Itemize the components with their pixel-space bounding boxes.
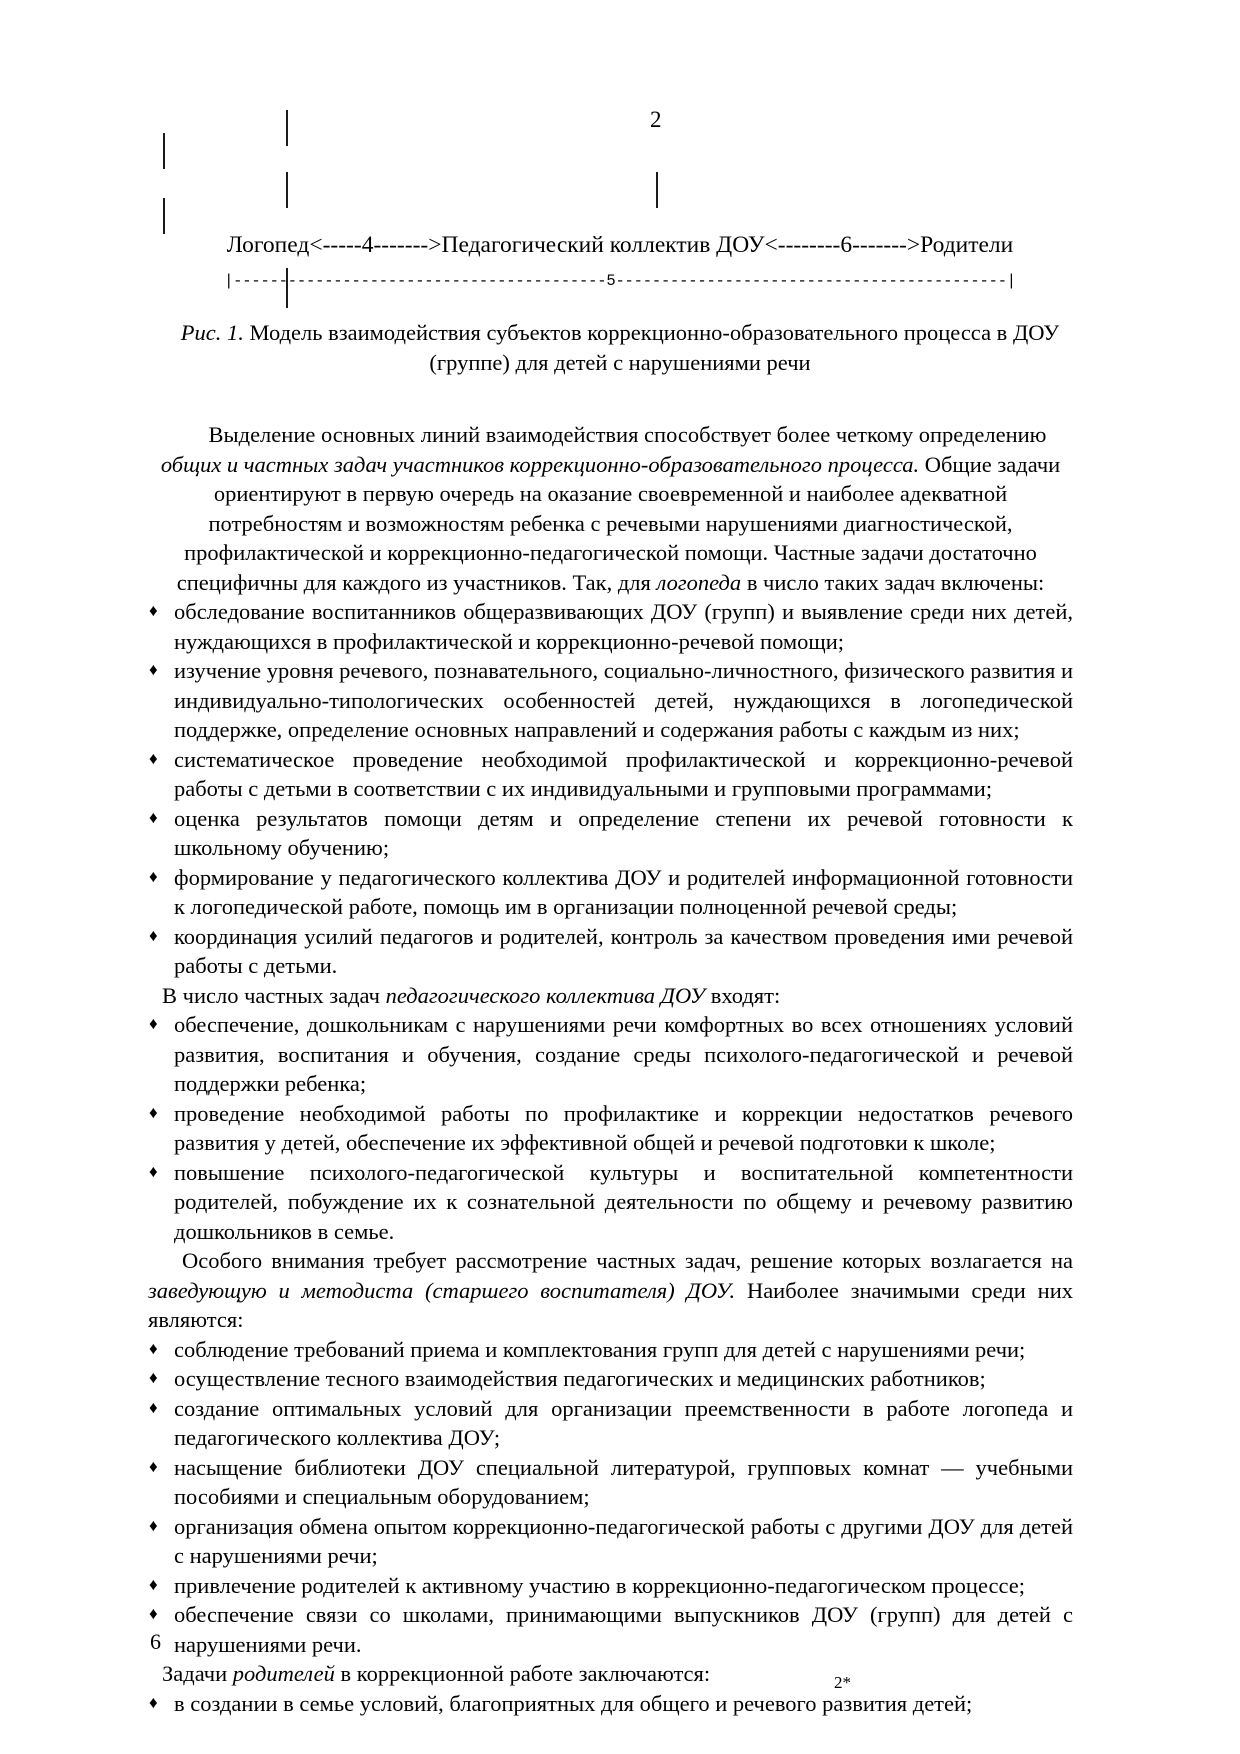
- diagram-vbar-3: [286, 172, 288, 208]
- lead-pedcollective-a: В число частных задач: [162, 982, 386, 1008]
- diagram-vbar-4: [656, 172, 658, 208]
- interaction-model-diagram: [0, 0, 1240, 315]
- diamond-bullet-icon: ♦: [149, 925, 158, 945]
- list-item: [148, 863, 1073, 922]
- list-admin-tasks: [148, 1335, 1073, 1660]
- list-item: [148, 1600, 1073, 1659]
- list-item: [148, 745, 1073, 804]
- figure-label: Рис. 1.: [180, 320, 244, 345]
- diamond-bullet-icon: ♦: [149, 1604, 158, 1623]
- list-item-text: повышение психолого-педагогической культуры и воспитательной компетентности родителей, побуждение их к сознательной деятельности по общему и речевому развитию дошкольников в семье.: [174, 1159, 1073, 1244]
- diamond-bullet-icon: ♦: [149, 1161, 158, 1181]
- list-item-text: формирование у педагогического коллектива ДОУ и родителей информационной готовности к логопедической работе, помощь им в организации полноценной речевой среды;: [174, 864, 1073, 919]
- list-item: [148, 1394, 1073, 1453]
- list-item: [148, 922, 1073, 981]
- signature-mark-right: 2*: [834, 1673, 851, 1692]
- list-item-text: создание оптимальных условий для организации преемственности в работе логопеда и педагогического коллектива ДОУ;: [174, 1395, 1073, 1450]
- list-item: [148, 1010, 1073, 1099]
- diamond-bullet-icon: ♦: [149, 1456, 158, 1476]
- list-item: [148, 1099, 1073, 1158]
- list-item-text: привлечение родителей к активному участию в коррекционно-педагогическом процессе;: [174, 1572, 1026, 1598]
- lead-pedcollective-b: входят:: [705, 982, 781, 1008]
- lead-parents-a: Задачи: [162, 1661, 233, 1686]
- list-item-text: в создании в семье условий, благоприятных для общего и речевого развития детей;: [174, 1690, 973, 1716]
- lead-pedcollective-italic: педагогического коллектива ДОУ: [385, 982, 706, 1008]
- list-parents-tasks: [148, 1689, 1073, 1719]
- diagram-link-label-2: 2: [650, 107, 662, 132]
- diamond-bullet-icon: ♦: [149, 1515, 158, 1535]
- intro-italic-1: общих и частных задач участников коррекционно-образовательного процесса.: [160, 451, 920, 477]
- list-item: [148, 1571, 1073, 1601]
- diamond-bullet-icon: ♦: [149, 601, 158, 620]
- list-item: [148, 1335, 1073, 1365]
- list-item: [148, 1453, 1073, 1512]
- list-item: [148, 1158, 1073, 1247]
- paragraph-lead-pedcollective: [148, 981, 1073, 1011]
- list-item-text: осуществление тесного взаимодействия педагогических и медицинских работников;: [174, 1366, 986, 1391]
- diagram-flow-line: Логопед<-----4------->Педагогический коллектив ДОУ<--------6------->Родители: [226, 232, 1014, 258]
- diamond-bullet-icon: ♦: [149, 1397, 158, 1417]
- paragraph-lead-admin: [148, 1246, 1073, 1335]
- lead-admin-a: Особого внимания требует рассмотрение частных задач, решение которых возлагается на: [182, 1248, 1073, 1273]
- diagram-vbar-1: [286, 110, 288, 146]
- diamond-bullet-icon: ♦: [149, 660, 158, 679]
- list-item: [148, 1689, 1073, 1719]
- body-text: [148, 420, 1073, 1718]
- intro-part-c: в число таких задач включены:: [741, 569, 1045, 595]
- diagram-bracket-line: |-----------------------------------------5-------------------------------------------|: [224, 272, 1016, 290]
- list-pedcollective-tasks: [148, 1010, 1073, 1246]
- list-item-text: обследование воспитанников общеразвивающих ДОУ (групп) и выявление среди них детей, нуждающихся в профилактической и коррекционно-речевой помощи;: [174, 599, 1073, 654]
- list-item: [148, 656, 1073, 745]
- intro-part-b: Общие задачи ориентируют в первую очередь на оказание своевременной и наиболее адекватной потребностям и возможностям ребенка с речевыми нарушениями диагностической, профилактической и коррекционно-педагогической помощи. Частные задачи достаточно специфичны для каждого из участников. Так, для: [176, 451, 1061, 595]
- diamond-bullet-icon: ♦: [149, 807, 158, 827]
- intro-part-a: Выделение основных линий взаимодействия способствует более четкому определению: [208, 422, 1047, 447]
- list-item: [148, 1364, 1073, 1394]
- list-item-text: обеспечение связи со школами, принимающими выпускников ДОУ (групп) для детей с нарушениями речи.: [174, 1602, 1073, 1657]
- list-item-text: насыщение библиотеки ДОУ специальной литературой, групповых комнат — учебными пособиями и специальным оборудованием;: [174, 1454, 1073, 1509]
- diamond-bullet-icon: ♦: [149, 1014, 158, 1033]
- list-item-text: соблюдение требований приема и комплектования групп для детей с нарушениями речи;: [174, 1336, 1026, 1362]
- list-item: [148, 597, 1073, 656]
- figure-caption-line1: Модель взаимодействия субъектов коррекционно-образовательного процесса в: [243, 320, 1008, 345]
- list-item-text: оценка результатов помощи детям и определение степени их речевой готовности к школьному обучению;: [174, 805, 1073, 860]
- list-item-text: систематическое проведение необходимой профилактической и коррекционно-речевой работы с детьми в соответствии с их индивидуальными и групповыми программами;: [174, 746, 1073, 801]
- diamond-bullet-icon: ♦: [149, 748, 158, 768]
- page-number-left: 6: [150, 1629, 161, 1654]
- list-item-text: координация усилий педагогов и родителей, контроль за качеством проведения ими речевой работы с детьми.: [174, 923, 1073, 978]
- paragraph-lead-parents: [148, 1659, 1073, 1689]
- diamond-bullet-icon: ♦: [149, 1574, 158, 1594]
- list-item-text: проведение необходимой работы по профилактике и коррекции недостатков речевого развития у детей, обеспечение их эффективной общей и речевой подготовки к школе;: [174, 1100, 1073, 1155]
- list-logoped-tasks: [148, 597, 1073, 981]
- diamond-bullet-icon: ♦: [149, 1368, 158, 1387]
- list-item-text: организация обмена опытом коррекционно-педагогической работы с другими ДОУ для детей с нарушениями речи;: [174, 1513, 1073, 1568]
- paragraph-intro: [148, 420, 1073, 597]
- intro-italic-2: логопеда: [656, 569, 742, 595]
- diamond-bullet-icon: ♦: [149, 1102, 158, 1122]
- lead-parents-italic: родителей: [232, 1661, 335, 1686]
- list-item-text: обеспечение, дошкольникам с нарушениями речи комфортных во всех отношениях условий развития, воспитания и обучения, создание среды психолого-педагогической и речевой поддержки ребенка;: [174, 1012, 1073, 1096]
- list-item-text: изучение уровня речевого, познавательного, социально-личностного, физического развития и индивидуально-типологических особенностей детей, нуждающихся в логопедической поддержке, определение основных направлений и содержания работы с каждым из них;: [174, 658, 1073, 742]
- list-item: [148, 1512, 1073, 1571]
- diagram-vbar-5: [163, 198, 165, 234]
- diamond-bullet-icon: ♦: [149, 866, 158, 886]
- diamond-bullet-icon: ♦: [149, 1338, 158, 1358]
- lead-parents-b: в коррекционной работе заключаются:: [334, 1661, 711, 1686]
- lead-admin-b: Наиболее значимыми среди них являются:: [148, 1277, 1073, 1332]
- figure-caption: [170, 318, 1070, 378]
- figure-caption-line2: ДОУ (группе) для детей с нарушениями речи: [429, 320, 1060, 375]
- diagram-vbar-2: [163, 133, 165, 169]
- list-item: [148, 804, 1073, 863]
- diamond-bullet-icon: ♦: [149, 1692, 158, 1712]
- lead-admin-italic: заведующую и методиста (старшего воспитателя) ДОУ.: [148, 1277, 736, 1303]
